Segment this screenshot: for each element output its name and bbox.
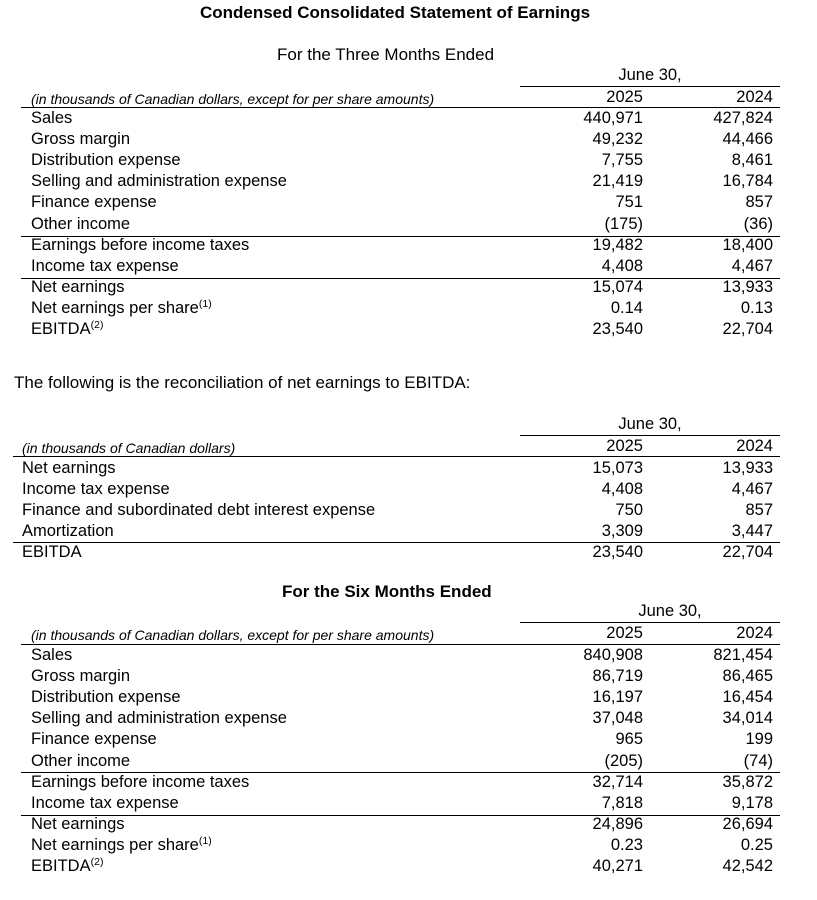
row-label: [31, 793, 179, 814]
row-label-text: EBITDA: [31, 320, 91, 338]
value-2024: 8,461: [731, 151, 773, 170]
value-2024: 22,704: [722, 320, 773, 338]
reconciliation-intro: The following is the reconciliation of net earnings to EBITDA:: [14, 373, 471, 392]
period-label: For the Three Months Ended: [277, 45, 495, 64]
value-2024: 22,704: [722, 543, 773, 562]
row-label-text: Net earnings: [22, 459, 116, 477]
subtotal-rule: [21, 772, 780, 773]
value-2025: 23,540: [592, 543, 643, 562]
row-label-text: Net earnings: [31, 814, 125, 833]
row-label-text: Sales: [31, 109, 73, 127]
value-2024: 4,467: [731, 256, 773, 275]
row-label: [31, 235, 249, 256]
units-note: (in thousands of Canadian dollars, except for per share amounts): [31, 91, 435, 107]
row-label: [22, 542, 82, 563]
row-label-text: Finance and subordinated debt interest expense: [22, 501, 376, 520]
row-label: [31, 687, 181, 708]
row-label-text: Other income: [31, 751, 131, 770]
year-header-2024: 2024: [736, 437, 773, 455]
value-2025: 16,197: [592, 688, 643, 707]
row-label-text: Earnings before income taxes: [31, 235, 250, 254]
year-header-2025: 2025: [606, 624, 643, 642]
value-2024: (36): [743, 214, 773, 233]
value-2025: 4,408: [601, 256, 643, 275]
value-2024: 16,784: [722, 172, 773, 191]
value-2025: 40,271: [592, 857, 643, 875]
year-header-2025: 2025: [606, 88, 643, 106]
value-2024: 0.13: [740, 298, 773, 317]
value-2025: (175): [604, 214, 643, 233]
row-label-text: Distribution expense: [31, 688, 181, 707]
footnote-marker: (1): [198, 297, 212, 310]
row-label-text: EBITDA: [31, 857, 91, 875]
row-label: [31, 772, 249, 793]
subtotal-rule: [21, 278, 780, 279]
value-2025: 37,048: [592, 709, 643, 728]
year-header-2025: 2025: [606, 437, 643, 455]
value-2024: 26,694: [722, 814, 773, 833]
date-header: June 30,: [618, 66, 682, 84]
value-2025: (205): [604, 751, 643, 770]
row-label: [31, 171, 287, 192]
value-2025: 19,482: [592, 235, 643, 254]
row-label-text: Distribution expense: [31, 151, 181, 170]
row-label-text: Income tax expense: [31, 256, 179, 275]
date-header: June 30,: [618, 415, 682, 433]
value-2025: 49,232: [592, 130, 643, 149]
row-label-text: Selling and administration expense: [31, 172, 287, 191]
value-2024: 34,014: [722, 709, 773, 728]
value-2025: 751: [615, 193, 643, 212]
value-2025: 0.23: [610, 835, 643, 854]
value-2024: 857: [745, 193, 773, 212]
footnote-marker: (2): [90, 319, 104, 331]
value-2024: 857: [745, 501, 773, 520]
subtotal-rule: [13, 542, 780, 543]
row-label: [31, 256, 179, 277]
row-label-text: EBITDA: [22, 543, 82, 562]
row-label: [31, 835, 212, 856]
value-2025: 15,074: [592, 277, 643, 296]
value-2024: 9,178: [731, 793, 773, 812]
units-note: (in thousands of Canadian dollars): [22, 440, 236, 456]
row-label-text: Finance expense: [31, 730, 157, 749]
row-label-text: Earnings before income taxes: [31, 772, 250, 791]
header-rule: [520, 86, 780, 87]
column-header-rule: [21, 107, 780, 108]
row-label: [31, 856, 103, 877]
value-2025: 840,908: [583, 646, 643, 664]
row-label-text: Finance expense: [31, 193, 157, 212]
value-2024: 427,824: [713, 109, 773, 127]
row-label-text: Net earnings per share: [31, 298, 199, 317]
row-label-text: Gross margin: [31, 130, 131, 149]
row-label: [31, 708, 287, 729]
value-2024: 35,872: [722, 772, 773, 791]
row-label-text: Income tax expense: [31, 793, 179, 812]
subtotal-rule: [21, 815, 780, 816]
value-2024: 13,933: [722, 277, 773, 296]
value-2025: 86,719: [592, 667, 643, 686]
value-2024: 0.25: [740, 835, 773, 854]
value-2025: 750: [615, 501, 643, 520]
row-label: [31, 108, 72, 129]
footnote-marker: (1): [198, 834, 212, 847]
row-label: [31, 645, 72, 666]
year-header-2024: 2024: [736, 624, 773, 642]
value-2024: 13,933: [722, 459, 773, 477]
row-label-text: Selling and administration expense: [31, 709, 287, 728]
value-2025: 24,896: [592, 814, 643, 833]
year-header-2024: 2024: [736, 88, 773, 106]
row-label: [22, 500, 375, 521]
value-2025: 7,755: [601, 151, 643, 170]
row-label: [31, 298, 212, 319]
value-2025: 3,309: [601, 522, 643, 541]
row-label: [31, 277, 125, 298]
column-header-rule: [21, 644, 780, 645]
value-2025: 440,971: [583, 109, 643, 127]
value-2024: 4,467: [731, 480, 773, 499]
value-2025: 4,408: [601, 480, 643, 499]
value-2025: 21,419: [592, 172, 643, 191]
value-2024: 199: [745, 730, 773, 749]
value-2024: 16,454: [722, 688, 773, 707]
value-2024: (74): [743, 751, 773, 770]
subtotal-rule: [21, 236, 780, 237]
value-2024: 821,454: [713, 646, 773, 664]
value-2024: 18,400: [722, 235, 773, 254]
row-label-text: Gross margin: [31, 667, 131, 686]
value-2025: 7,818: [601, 793, 643, 812]
document-title: Condensed Consolidated Statement of Earnings: [199, 3, 591, 22]
row-label: [31, 150, 181, 171]
row-label: [22, 479, 170, 500]
footnote-marker: (2): [90, 856, 104, 868]
row-label: [31, 751, 130, 772]
row-label-text: Other income: [31, 214, 131, 233]
row-label-text: Sales: [31, 646, 73, 664]
row-label: [31, 192, 157, 213]
row-label: [22, 458, 116, 479]
units-note: (in thousands of Canadian dollars, except for per share amounts): [31, 627, 435, 643]
value-2025: 965: [615, 730, 643, 749]
date-header: June 30,: [638, 602, 702, 620]
row-label: [31, 319, 103, 340]
value-2024: 42,542: [722, 857, 773, 875]
row-label: [31, 814, 125, 835]
row-label-text: Net earnings per share: [31, 835, 199, 854]
value-2025: 15,073: [592, 459, 643, 477]
value-2025: 32,714: [592, 772, 643, 791]
period-label: For the Six Months Ended: [282, 582, 492, 601]
row-label: [22, 521, 114, 542]
row-label-text: Amortization: [22, 522, 114, 541]
value-2025: 0.14: [610, 298, 643, 317]
value-2024: 3,447: [731, 522, 773, 541]
row-label: [31, 214, 130, 235]
row-label: [31, 666, 130, 687]
column-header-rule: [13, 456, 780, 457]
value-2024: 86,465: [722, 667, 773, 686]
row-label-text: Net earnings: [31, 277, 125, 296]
row-label-text: Income tax expense: [22, 480, 170, 499]
header-rule: [520, 622, 780, 623]
row-label: [31, 729, 157, 750]
value-2025: 23,540: [592, 320, 643, 338]
value-2024: 44,466: [722, 130, 773, 149]
row-label: [31, 129, 130, 150]
header-rule: [520, 435, 780, 436]
